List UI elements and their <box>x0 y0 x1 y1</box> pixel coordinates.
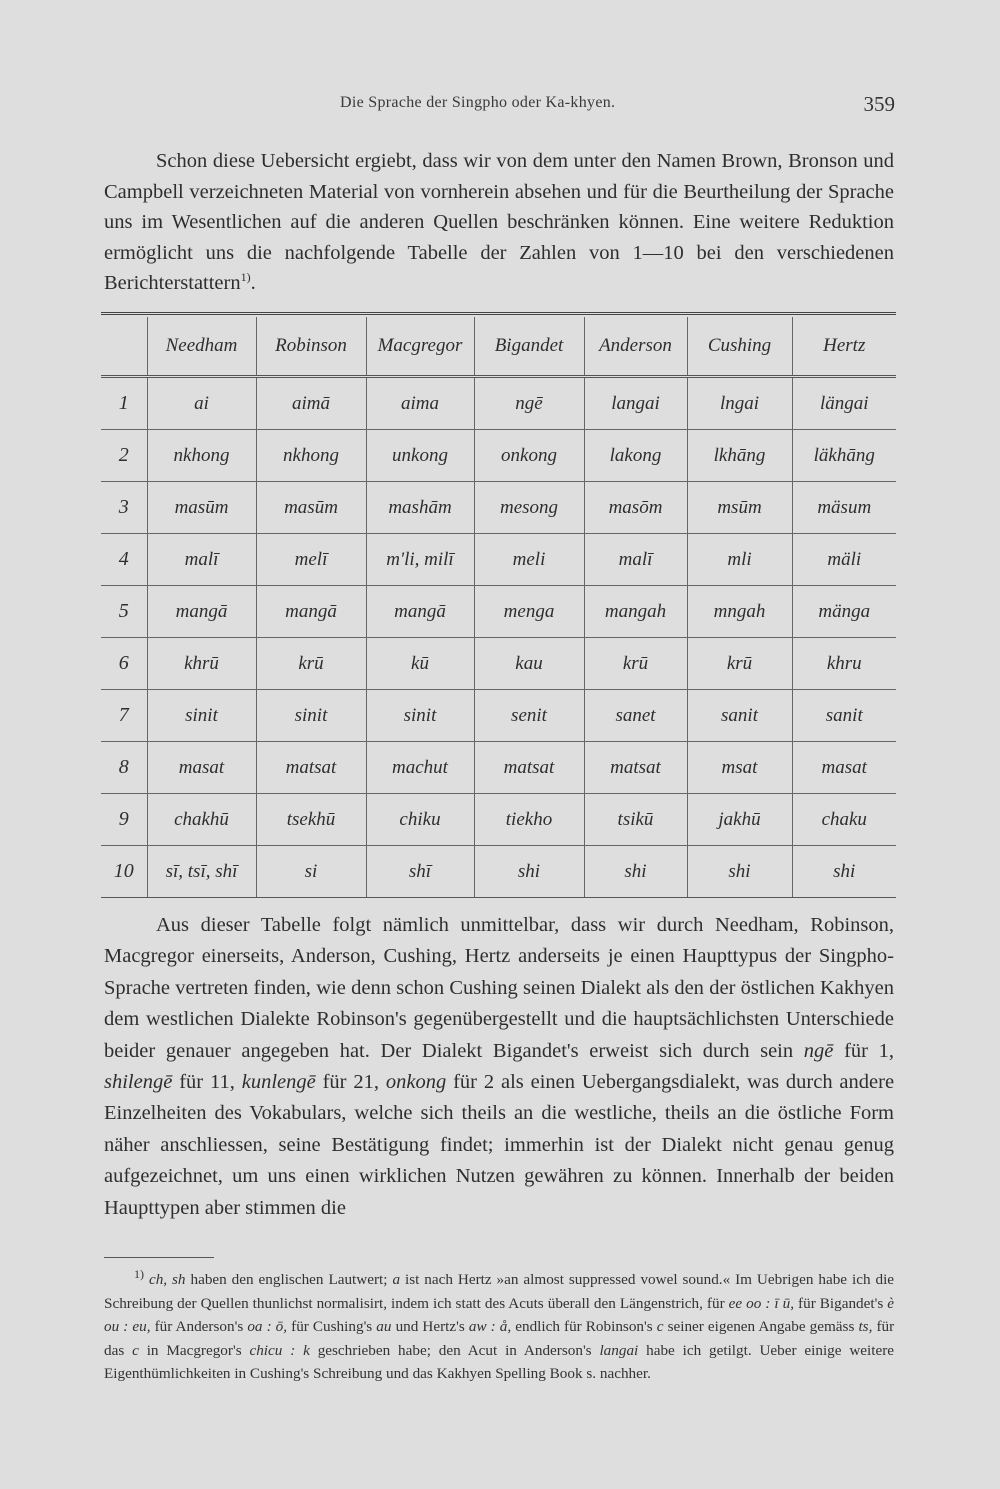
word-cell: mänga <box>792 586 896 638</box>
word-cell: khrū <box>147 638 256 690</box>
word-cell: masat <box>147 742 256 794</box>
footnote-symbol: ee oo : ī ū, <box>728 1294 795 1312</box>
word-cell: shī <box>366 846 474 898</box>
column-header-source: Bigandet <box>474 317 584 377</box>
footnote-text: für Anderson's <box>154 1318 244 1336</box>
word-cell: msat <box>687 742 792 794</box>
numeral-cell: 4 <box>101 534 147 586</box>
paragraph-intro-text: Schon diese Uebersicht ergiebt, dass wir von dem unter den Namen Brown, Bronson und Campbell verzeichneten Material von vornherein absehen und für die Beurtheilung der Sprache uns im Wesentlichen auf die anderen Quellen beschränken können. Eine weitere Reduktion ermöglicht uns die nachfolgende Tabelle der Zahlen von 1—10 bei den verschiedenen Berichterstattern <box>104 150 894 295</box>
word-cell: msūm <box>687 482 792 534</box>
word-cell: unkong <box>366 430 474 482</box>
word-cell: sanit <box>687 690 792 742</box>
analysis-text-2: für 1, <box>844 1039 894 1062</box>
word-cell: masat <box>792 742 896 794</box>
word-cell: kū <box>366 638 474 690</box>
word-cell: aimā <box>256 377 366 430</box>
numeral-cell: 9 <box>101 794 147 846</box>
word-cell: mangā <box>366 586 474 638</box>
word-cell: matsat <box>256 742 366 794</box>
column-header-source: Needham <box>147 317 256 377</box>
analysis-text-5: für 2 als einen Uebergangsdialekt, was durch andere Einzelheiten des Vokabulars, welche sich theils an die westliche, theils an die östliche Form näher anschliessen, seine Bestätigung findet; immerhin ist der Dialekt nicht genau genug aufgezeichnet, um uns einen wirklichen Nutzen gewähren zu können. Innerhalb der beiden Haupttypen aber stimmen die <box>104 1071 895 1219</box>
footnote-symbol: ch, sh <box>148 1271 186 1288</box>
word-cell: mäli <box>792 534 896 586</box>
footnote-symbol: a <box>392 1271 401 1288</box>
word-cell: onkong <box>474 430 584 482</box>
analysis-text-4: für 21, <box>322 1071 379 1094</box>
numeral-cell: 1 <box>101 377 147 430</box>
table-row <box>101 742 896 794</box>
word-cell: shi <box>474 846 584 898</box>
word-cell: khru <box>792 638 896 690</box>
footnote-symbol: langai <box>599 1341 639 1359</box>
word-cell: sinit <box>147 690 256 742</box>
footnote-marker: 1) <box>134 1266 144 1281</box>
footnote-symbol: c <box>656 1318 664 1336</box>
footnote-text: ist nach Hertz »an almost suppressed vowel sound.« Im Uebrigen habe ich die Schreibung der Quellen thunlichst normalisirt, indem ich statt des Acuts überall den Längenstrich, für <box>104 1271 895 1312</box>
table-row <box>101 794 896 846</box>
numeral-cell: 10 <box>101 846 147 898</box>
footnote-text: seiner eigenen Angabe gemäss <box>667 1318 855 1336</box>
cited-word: onkong <box>385 1071 447 1094</box>
word-cell: krū <box>256 638 366 690</box>
running-title: Die Sprache der Singpho oder Ka-khyen. <box>340 94 616 111</box>
footnote-text: geschrieben habe; den Acut in Anderson's <box>317 1341 592 1359</box>
word-cell: masūm <box>147 482 256 534</box>
column-header-number <box>101 317 147 377</box>
footnote-text: und Hertz's <box>395 1318 465 1336</box>
table-row <box>101 430 896 482</box>
word-cell: kau <box>474 638 584 690</box>
word-cell: langai <box>584 377 687 430</box>
footnote-symbol: aw : å, <box>468 1318 512 1336</box>
footnote-text: für Cushing's <box>291 1318 373 1336</box>
word-cell: chiku <box>366 794 474 846</box>
table-row <box>101 846 896 898</box>
word-cell: lkhāng <box>687 430 792 482</box>
column-header-source: Cushing <box>687 317 792 377</box>
footnote-text: endlich für Robinson's <box>515 1318 653 1336</box>
footnote-symbol: chicu : k <box>249 1341 310 1359</box>
word-cell: mli <box>687 534 792 586</box>
table-row <box>101 690 896 742</box>
footnote-text: haben den englischen Lautwert; <box>190 1271 388 1288</box>
word-cell: chaku <box>792 794 896 846</box>
word-cell: mangā <box>147 586 256 638</box>
numeral-cell: 8 <box>101 742 147 794</box>
word-cell: lakong <box>584 430 687 482</box>
table-row <box>101 377 896 430</box>
footnote-symbol: c <box>132 1341 139 1359</box>
word-cell: mngah <box>687 586 792 638</box>
word-cell: malī <box>584 534 687 586</box>
word-cell: aima <box>366 377 474 430</box>
paragraph-intro <box>104 146 894 299</box>
numeral-cell: 7 <box>101 690 147 742</box>
word-cell: sinit <box>256 690 366 742</box>
column-header-source: Robinson <box>256 317 366 377</box>
column-header-source: Macgregor <box>366 317 474 377</box>
word-cell: ai <box>147 377 256 430</box>
footnote-symbol: è ou : eu, <box>104 1294 895 1336</box>
numeral-table-container <box>101 312 896 898</box>
word-cell: lngai <box>687 377 792 430</box>
word-cell: masūm <box>256 482 366 534</box>
word-cell: tsekhū <box>256 794 366 846</box>
word-cell: nkhong <box>147 430 256 482</box>
word-cell: matsat <box>474 742 584 794</box>
footnote-text: für das <box>104 1318 895 1359</box>
numeral-cell: 2 <box>101 430 147 482</box>
word-cell: sanit <box>792 690 896 742</box>
numeral-cell: 6 <box>101 638 147 690</box>
word-cell: krū <box>584 638 687 690</box>
word-cell: chakhū <box>147 794 256 846</box>
footnote <box>104 1268 894 1386</box>
word-cell: sanet <box>584 690 687 742</box>
column-header-source: Hertz <box>792 317 896 377</box>
word-cell: shi <box>584 846 687 898</box>
word-cell: menga <box>474 586 584 638</box>
word-cell: malī <box>147 534 256 586</box>
table-header-row <box>101 317 896 377</box>
cited-word: kunlengē <box>241 1071 316 1094</box>
word-cell: mashām <box>366 482 474 534</box>
word-cell: shi <box>792 846 896 898</box>
footnote-symbol: oa : ō, <box>247 1318 288 1336</box>
table-row <box>101 586 896 638</box>
table-body <box>101 377 896 898</box>
footnote-text: habe ich getilgt. Ueber einige weitere Eigenthümlichkeiten in Cushing's Schreibung und das Kakhyen Spelling Book s. nachher. <box>104 1341 895 1383</box>
footnote-text: in Macgregor's <box>146 1341 242 1359</box>
word-cell: m'li, milī <box>366 534 474 586</box>
word-cell: machut <box>366 742 474 794</box>
word-cell: senit <box>474 690 584 742</box>
paragraph-analysis <box>104 910 894 1224</box>
word-cell: tsikū <box>584 794 687 846</box>
word-cell: sī, tsī, shī <box>147 846 256 898</box>
word-cell: shi <box>687 846 792 898</box>
analysis-text-1: Aus dieser Tabelle folgt nämlich unmittelbar, dass wir durch Needham, Robinson, Macgregor einerseits, Anderson, Cushing, Hertz anderseits je einen Haupttypus der Singpho-Sprache vertreten finden, wie denn schon Cushing seinen Dialekt als den der östlichen Kakhyen dem westlichen Dialekte Robinson's gegenübergestellt und die hauptsächlichsten Unterschiede beider genauer angegeben hat. Der Dialekt Bigandet's erweist sich durch sein <box>104 914 894 1062</box>
word-cell: sinit <box>366 690 474 742</box>
footnote-symbol: ts, <box>858 1318 873 1336</box>
word-cell: läkhāng <box>792 430 896 482</box>
running-header <box>100 92 895 122</box>
table-row <box>101 482 896 534</box>
table-row <box>101 638 896 690</box>
word-cell: mangā <box>256 586 366 638</box>
footnote-reference: 1) <box>240 270 251 285</box>
footnote-divider <box>104 1257 214 1258</box>
word-cell: tiekho <box>474 794 584 846</box>
word-cell: masōm <box>584 482 687 534</box>
word-cell: längai <box>792 377 896 430</box>
word-cell: mäsum <box>792 482 896 534</box>
word-cell: mangah <box>584 586 687 638</box>
word-cell: ngē <box>474 377 584 430</box>
cited-word: ngē <box>803 1039 834 1062</box>
word-cell: matsat <box>584 742 687 794</box>
word-cell: jakhū <box>687 794 792 846</box>
footnote-text: für Bigandet's <box>798 1294 884 1312</box>
paragraph-intro-tail: . <box>250 272 256 295</box>
footnote-symbol: au <box>376 1318 392 1336</box>
word-cell: si <box>256 846 366 898</box>
numeral-cell: 3 <box>101 482 147 534</box>
word-cell: mesong <box>474 482 584 534</box>
numeral-table <box>101 317 896 898</box>
word-cell: melī <box>256 534 366 586</box>
table-row <box>101 534 896 586</box>
numeral-cell: 5 <box>101 586 147 638</box>
column-header-source: Anderson <box>584 317 687 377</box>
word-cell: nkhong <box>256 430 366 482</box>
analysis-text-3: für 11, <box>179 1071 235 1094</box>
word-cell: krū <box>687 638 792 690</box>
word-cell: meli <box>474 534 584 586</box>
cited-word: shilengē <box>104 1071 173 1094</box>
page-number: 359 <box>863 92 895 116</box>
